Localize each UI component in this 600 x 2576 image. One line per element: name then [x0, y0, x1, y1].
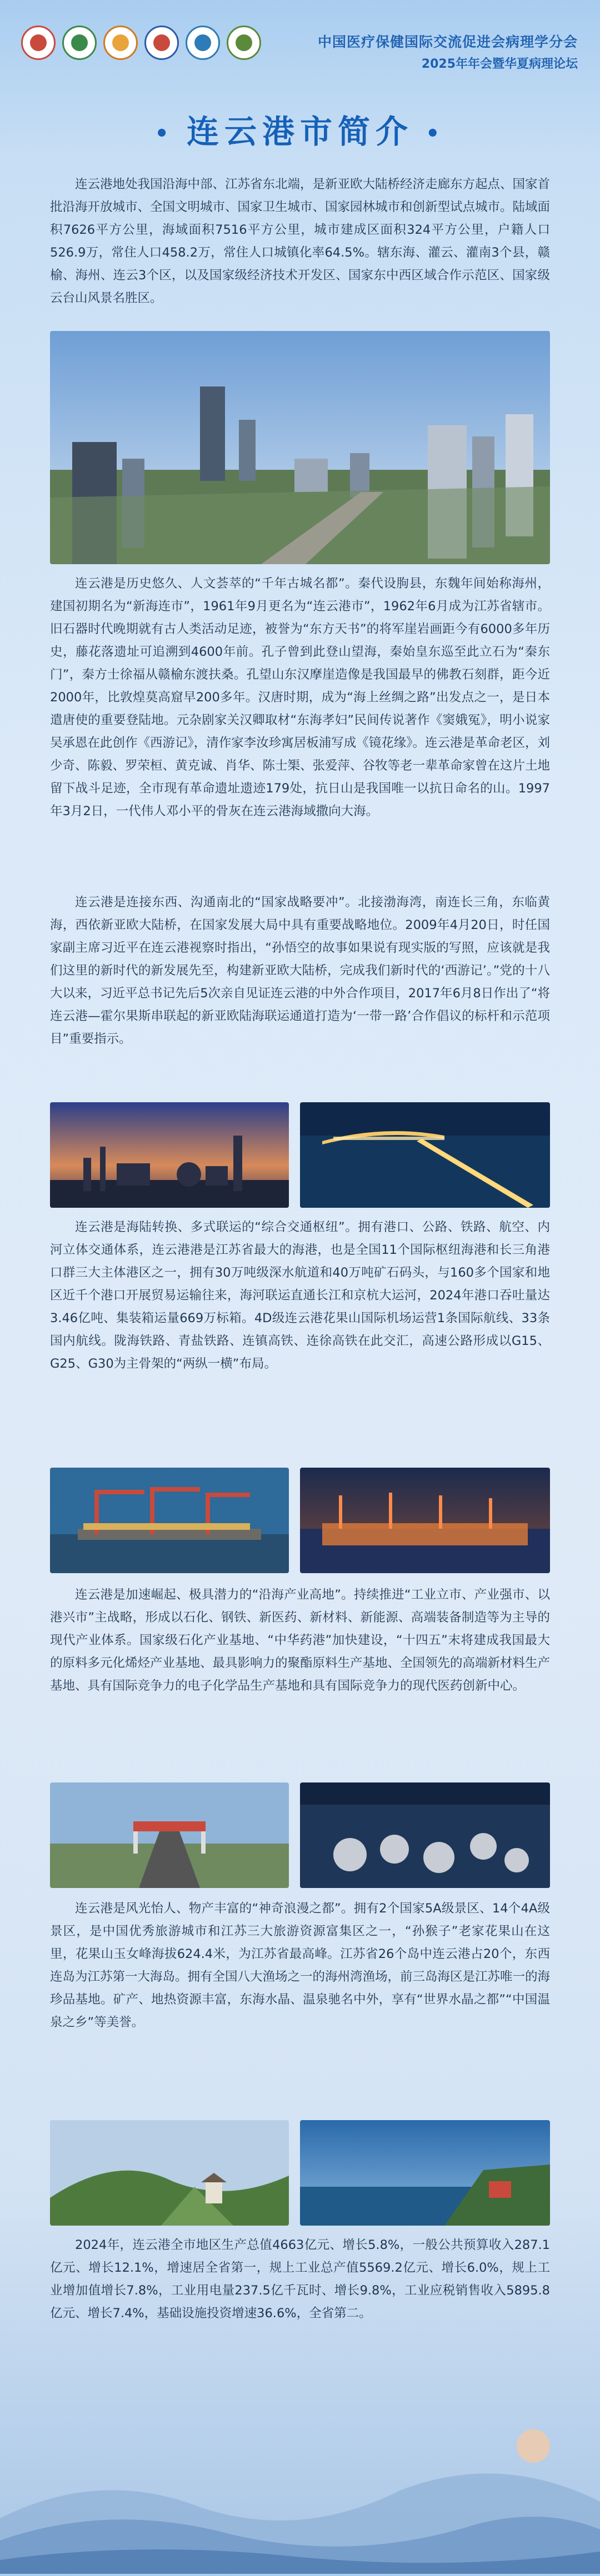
footer-landscape-illustration — [0, 2396, 600, 2574]
port-night-photo — [300, 1468, 550, 1573]
page-header — [0, 0, 600, 89]
conference-title-line2: 2025年年会暨华夏病理论坛 — [421, 57, 578, 71]
industrial-sunset-photo — [50, 1102, 289, 1208]
mountain-temple-photo — [50, 2120, 289, 2226]
page-title-text: 连云港市简介 — [186, 113, 413, 150]
title-dot-left: • — [154, 120, 174, 147]
paragraph-industry: 连云港是加速崛起、极具潜力的“沿海产业高地”。持续推进“工业立市、产业强市、以港兴市”主战略，形成以石化、钢铁、新医药、新材料、新能源、高端装备制造等为主导的现代产业体系。国家级石化产业基地、“中华药港”加快建设，“十四五”末将建成我国最大的原料多元化烯烃产业基地、最具影响力的聚酯原料生产基地、全国领先的高端新材料生产基地、具有国际竞争力的电子化学品生产基地和具有国际竞争力的现代医药创新中心。 — [50, 1588, 551, 1693]
paragraph-economy: 2024年，连云港全市地区生产总值4663亿元、增长5.8%，一般公共预算收入287.1亿元、增长12.1%，增速居全省第一，规上工业总产值5569.2亿元、增长6.0%，规上工业增加值增长7.8%，工业用电量237.5亿千瓦时、增长9.8%，工业应税销售收入5895.8亿元、增长7.4%，基础设施投资增速36.6%，全省第二。 — [50, 2238, 550, 2321]
paragraph-transport: 连云港是海陆转换、多式联运的“综合交通枢纽”。拥有港口、公路、铁路、航空、内河立体交通体系，连云港港是江苏省最大的海港，也是全国11个国际枢纽海港和长三角港口群三大主体港区之一，拥有30万吨级深水航道和40万吨矿石码头，与160多个国家和地区近千个港口开展贸易运输往来，海河联运直通长江和京杭大运河，2024年港口吞吐量达3.46亿吨、集装箱运量669万标箱。4D级连云港花果山国际机场运营1条国际航线、33条国内航线。陇海铁路、青盐铁路、连镇高铁、连徐高铁在此交汇，高速公路形成以G15、G25、G30为主骨架的“两纵一横”布局。 — [50, 1220, 550, 1371]
logo-emblem-2 — [62, 26, 97, 60]
container-port-photo — [50, 1468, 289, 1573]
title-dot-right: • — [426, 120, 446, 147]
highway-toll-photo — [50, 1782, 289, 1888]
page-title — [0, 106, 600, 152]
logo-emblem-3 — [103, 26, 138, 60]
night-bridge-photo — [300, 1102, 550, 1208]
logo-emblem-4 — [144, 26, 179, 60]
paragraph-tourism: 连云港是风光怡人、物产丰富的“神奇浪漫之都”。拥有2个国家5A级景区、14个4A级景区，是中国优秀旅游城市和江苏三大旅游资源富集区之一，“孙猴子”老家花果山在这里，花果山玉女峰海拔624.4米，为江苏省最高峰。江苏省26个岛中连云港占20个，东西连岛为江苏第一大海岛。拥有全国八大渔场之一的海州湾渔场，前三岛海区是江苏唯一的海珍品基地。矿产、地热资源丰富，东海水晶、温泉驰名中外，享有“世界水晶之都”“中国温泉之乡”等美誉。 — [50, 1901, 551, 2030]
organizer-logos — [21, 26, 261, 60]
logo-emblem-1 — [21, 26, 56, 60]
coastal-pavilion-photo — [300, 2120, 550, 2226]
conference-title — [318, 31, 578, 72]
city-skyline-photo — [50, 331, 550, 564]
logo-emblem-6 — [227, 26, 261, 60]
storage-tanks-photo — [300, 1782, 550, 1888]
conference-title-line1: 中国医疗保健国际交流促进会病理学分会 — [317, 34, 578, 50]
paragraph-history: 连云港是历史悠久、人文荟萃的“千年古城名都”。秦代设朐县，东魏年间始称海州，建国初期名为“新海连市”，1961年9月更名为“连云港市”，1962年6月成为江苏省辖市。旧石器时代晚期就有古人类活动足迹，被誉为“东方天书”的将军崖岩画距今有6000多年历史，藤花落遗址可追溯到4600年前。孔子曾到此登山望海，秦始皇东巡至此立石为“秦东门”，秦方士徐福从赣榆东渡扶桑。孔望山东汉摩崖造像是我国最早的佛教石刻群，距今近2000年，比敦煌莫高窟早200多年。汉唐时期，成为“海上丝绸之路”出发点之一，是日本遣唐使的重要登陆地。元杂剧家关汉卿取材“东海孝妇”民间传说著作《窦娥冤》，明小说家吴承恩在此创作《西游记》，清作家李汝珍寓居板浦写成《镜花缘》。连云港是革命老区，刘少奇、陈毅、罗荣桓、黄克诚、肖华、陈士榘、张爱萍、谷牧等老一辈革命家曾在这片土地留下战斗足迹，全市现有革命遗址遗迹179处，抗日山是我国唯一以抗日命名的山。1997年3月2日，一代伟人邓小平的骨灰在连云港海域撒向大海。 — [50, 576, 551, 819]
paragraph-strategy: 连云港是连接东西、沟通南北的“国家战略要冲”。北接渤海湾，南连长三角，东临黄海，西依新亚欧大陆桥，在国家发展大局中具有重要战略地位。2009年4月20日，时任国家副主席习近平在连云港视察时指出，“孙悟空的故事如果说有现实版的写照，应该就是我们这里的新时代的新发展先至，构建新亚欧大陆桥，完成我们新时代的‘西游记’。”党的十八大以来，习近平总书记先后5次亲自见证连云港的中外合作项目，2017年6月8日作出了“将连云港—霍尔果斯串联起的新亚欧陆海联运通道打造为‘一带一路’合作倡议的标杆和示范项目”重要指示。 — [50, 895, 550, 1046]
logo-emblem-5 — [186, 26, 220, 60]
paragraph-overview: 连云港地处我国沿海中部、江苏省东北端，是新亚欧大陆桥经济走廊东方起点、国家首批沿海开放城市、全国文明城市、国家卫生城市、国家园林城市和创新型试点城市。陆域面积7626平方公里，海域面积7516平方公里，城市建成区面积324平方公里，户籍人口526.9万，常住人口458.2万，常住人口城镇化率64.5%。辖东海、灌云、灌南3个县，赣榆、海州、连云3个区，以及国家级经济技术开发区、国家东中西区域合作示范区、国家级云台山风景名胜区。 — [50, 177, 551, 305]
